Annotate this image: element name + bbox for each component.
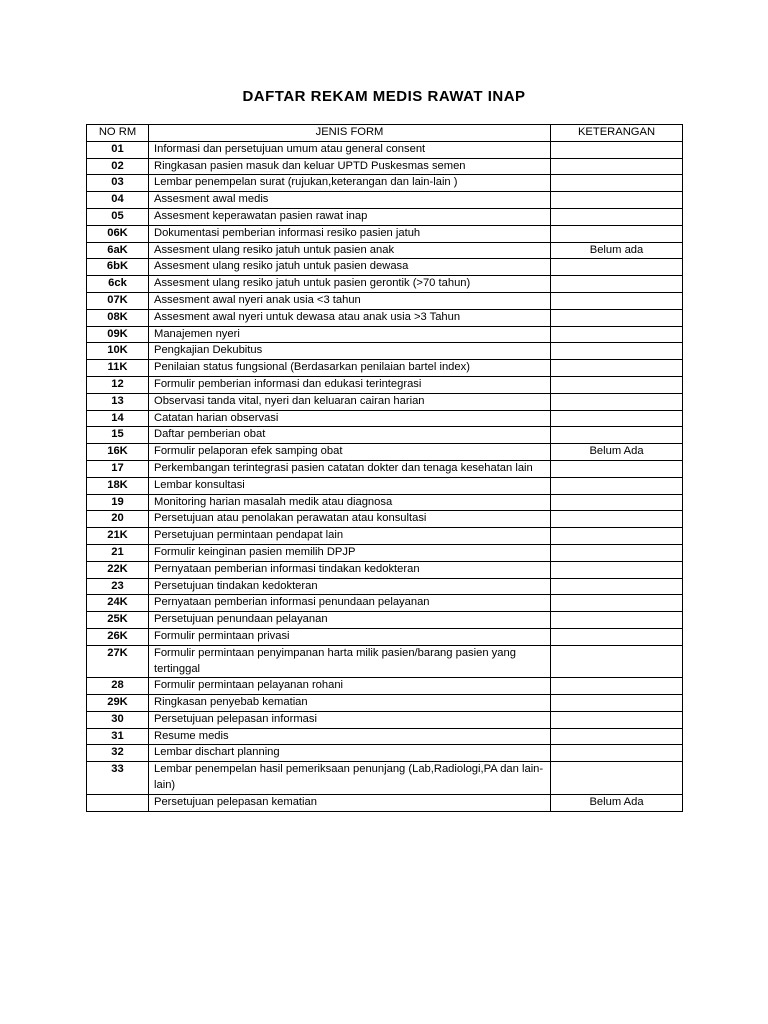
cell-keterangan — [551, 695, 683, 712]
table-row — [87, 208, 683, 225]
table-row — [87, 376, 683, 393]
cell-jenis-form: Assesment awal medis — [149, 192, 551, 209]
cell-jenis-form: Assesment ulang resiko jatuh untuk pasien gerontik (>70 tahun) — [149, 276, 551, 293]
cell-keterangan — [551, 728, 683, 745]
cell-no-rm: 28 — [87, 678, 149, 695]
cell-keterangan — [551, 645, 683, 678]
cell-jenis-form: Lembar penempelan hasil pemeriksaan penunjang (Lab,Radiologi,PA dan lain-lain) — [149, 762, 551, 795]
cell-no-rm: 22K — [87, 561, 149, 578]
cell-no-rm: 30 — [87, 711, 149, 728]
table-row — [87, 175, 683, 192]
cell-jenis-form: Persetujuan penundaan pelayanan — [149, 612, 551, 629]
cell-keterangan — [551, 276, 683, 293]
cell-jenis-form: Observasi tanda vital, nyeri dan keluaran cairan harian — [149, 393, 551, 410]
cell-no-rm: 6aK — [87, 242, 149, 259]
table-row — [87, 427, 683, 444]
cell-keterangan — [551, 393, 683, 410]
cell-jenis-form: Resume medis — [149, 728, 551, 745]
cell-keterangan: Belum ada — [551, 242, 683, 259]
cell-keterangan — [551, 259, 683, 276]
cell-keterangan — [551, 376, 683, 393]
cell-keterangan — [551, 544, 683, 561]
cell-no-rm — [87, 794, 149, 811]
cell-jenis-form: Formulir keinginan pasien memilih DPJP — [149, 544, 551, 561]
cell-keterangan — [551, 192, 683, 209]
cell-no-rm: 11K — [87, 360, 149, 377]
page-title: DAFTAR REKAM MEDIS RAWAT INAP — [242, 88, 526, 105]
cell-keterangan — [551, 711, 683, 728]
cell-jenis-form: Persetujuan pelepasan informasi — [149, 711, 551, 728]
cell-no-rm: 05 — [87, 208, 149, 225]
cell-jenis-form: Lembar penempelan surat (rujukan,keterangan dan lain-lain ) — [149, 175, 551, 192]
cell-jenis-form: Formulir pemberian informasi dan edukasi terintegrasi — [149, 376, 551, 393]
cell-no-rm: 07K — [87, 292, 149, 309]
cell-jenis-form: Pernyataan pemberian informasi penundaan pelayanan — [149, 595, 551, 612]
table-row — [87, 410, 683, 427]
cell-no-rm: 23 — [87, 578, 149, 595]
table-row — [87, 477, 683, 494]
cell-jenis-form: Manajemen nyeri — [149, 326, 551, 343]
cell-keterangan — [551, 175, 683, 192]
cell-jenis-form: Pengkajian Dekubitus — [149, 343, 551, 360]
table-row — [87, 578, 683, 595]
cell-keterangan — [551, 343, 683, 360]
cell-jenis-form: Persetujuan tindakan kedokteran — [149, 578, 551, 595]
table-row — [87, 678, 683, 695]
cell-keterangan — [551, 745, 683, 762]
cell-no-rm: 31 — [87, 728, 149, 745]
table-row — [87, 192, 683, 209]
cell-no-rm: 6bK — [87, 259, 149, 276]
cell-keterangan — [551, 477, 683, 494]
table-row — [87, 360, 683, 377]
cell-no-rm: 15 — [87, 427, 149, 444]
cell-keterangan — [551, 326, 683, 343]
cell-keterangan — [551, 595, 683, 612]
cell-no-rm: 14 — [87, 410, 149, 427]
cell-jenis-form: Dokumentasi pemberian informasi resiko pasien jatuh — [149, 225, 551, 242]
cell-no-rm: 17 — [87, 460, 149, 477]
cell-no-rm: 33 — [87, 762, 149, 795]
cell-jenis-form: Formulir permintaan pelayanan rohani — [149, 678, 551, 695]
cell-no-rm: 12 — [87, 376, 149, 393]
cell-keterangan — [551, 578, 683, 595]
table-row — [87, 309, 683, 326]
cell-no-rm: 26K — [87, 628, 149, 645]
cell-jenis-form: Ringkasan pasien masuk dan keluar UPTD Puskesmas semen — [149, 158, 551, 175]
cell-jenis-form: Pernyataan pemberian informasi tindakan kedokteran — [149, 561, 551, 578]
cell-jenis-form: Formulir permintaan penyimpanan harta milik pasien/barang pasien yang tertinggal — [149, 645, 551, 678]
cell-no-rm: 02 — [87, 158, 149, 175]
cell-keterangan — [551, 292, 683, 309]
cell-jenis-form: Persetujuan atau penolakan perawatan atau konsultasi — [149, 511, 551, 528]
table-row — [87, 561, 683, 578]
cell-jenis-form: Formulir pelaporan efek samping obat — [149, 444, 551, 461]
cell-jenis-form: Daftar pemberian obat — [149, 427, 551, 444]
cell-no-rm: 21 — [87, 544, 149, 561]
table-row — [87, 745, 683, 762]
table-row — [87, 728, 683, 745]
cell-keterangan — [551, 460, 683, 477]
cell-keterangan — [551, 141, 683, 158]
cell-keterangan — [551, 225, 683, 242]
cell-keterangan — [551, 494, 683, 511]
cell-no-rm: 19 — [87, 494, 149, 511]
cell-keterangan — [551, 511, 683, 528]
cell-keterangan — [551, 612, 683, 629]
cell-no-rm: 09K — [87, 326, 149, 343]
medical-records-table — [86, 124, 683, 812]
cell-keterangan: Belum Ada — [551, 794, 683, 811]
cell-no-rm: 04 — [87, 192, 149, 209]
cell-keterangan — [551, 678, 683, 695]
table-row — [87, 460, 683, 477]
table-row — [87, 494, 683, 511]
cell-keterangan — [551, 762, 683, 795]
cell-no-rm: 6ck — [87, 276, 149, 293]
cell-jenis-form: Monitoring harian masalah medik atau diagnosa — [149, 494, 551, 511]
table-row — [87, 544, 683, 561]
table-header-row — [87, 125, 683, 142]
table-row — [87, 276, 683, 293]
table-row — [87, 528, 683, 545]
cell-keterangan — [551, 309, 683, 326]
table-row — [87, 794, 683, 811]
table-row — [87, 292, 683, 309]
cell-jenis-form: Assesment awal nyeri anak usia <3 tahun — [149, 292, 551, 309]
cell-jenis-form: Lembar dischart planning — [149, 745, 551, 762]
table-row — [87, 158, 683, 175]
cell-keterangan — [551, 427, 683, 444]
cell-no-rm: 16K — [87, 444, 149, 461]
cell-no-rm: 21K — [87, 528, 149, 545]
cell-jenis-form: Assesment ulang resiko jatuh untuk pasien anak — [149, 242, 551, 259]
cell-no-rm: 27K — [87, 645, 149, 678]
table-row — [87, 695, 683, 712]
header-no-rm: NO RM — [87, 125, 149, 142]
cell-keterangan — [551, 158, 683, 175]
table-row — [87, 511, 683, 528]
table-row — [87, 645, 683, 678]
cell-keterangan — [551, 360, 683, 377]
cell-keterangan — [551, 561, 683, 578]
table-row — [87, 612, 683, 629]
cell-jenis-form: Assesment ulang resiko jatuh untuk pasien dewasa — [149, 259, 551, 276]
cell-no-rm: 13 — [87, 393, 149, 410]
cell-jenis-form: Formulir permintaan privasi — [149, 628, 551, 645]
header-jenis-form: JENIS FORM — [149, 125, 551, 142]
cell-jenis-form: Informasi dan persetujuan umum atau general consent — [149, 141, 551, 158]
cell-no-rm: 18K — [87, 477, 149, 494]
table-body — [87, 141, 683, 811]
cell-no-rm: 24K — [87, 595, 149, 612]
table-row — [87, 711, 683, 728]
cell-jenis-form: Lembar konsultasi — [149, 477, 551, 494]
cell-jenis-form: Catatan harian observasi — [149, 410, 551, 427]
table-row — [87, 242, 683, 259]
table-row — [87, 225, 683, 242]
cell-no-rm: 03 — [87, 175, 149, 192]
table-row — [87, 762, 683, 795]
table-row — [87, 444, 683, 461]
header-keterangan: KETERANGAN — [551, 125, 683, 142]
cell-jenis-form: Penilaian status fungsional (Berdasarkan penilaian bartel index) — [149, 360, 551, 377]
cell-keterangan — [551, 410, 683, 427]
cell-jenis-form: Ringkasan penyebab kematian — [149, 695, 551, 712]
cell-jenis-form: Persetujuan permintaan pendapat lain — [149, 528, 551, 545]
cell-no-rm: 10K — [87, 343, 149, 360]
cell-keterangan — [551, 208, 683, 225]
cell-keterangan — [551, 528, 683, 545]
table-row — [87, 326, 683, 343]
cell-keterangan: Belum Ada — [551, 444, 683, 461]
cell-no-rm: 06K — [87, 225, 149, 242]
table-row — [87, 628, 683, 645]
cell-no-rm: 20 — [87, 511, 149, 528]
cell-jenis-form: Persetujuan pelepasan kematian — [149, 794, 551, 811]
cell-jenis-form: Assesment keperawatan pasien rawat inap — [149, 208, 551, 225]
cell-no-rm: 25K — [87, 612, 149, 629]
cell-jenis-form: Assesment awal nyeri untuk dewasa atau anak usia >3 Tahun — [149, 309, 551, 326]
cell-no-rm: 08K — [87, 309, 149, 326]
table-row — [87, 259, 683, 276]
table-row — [87, 595, 683, 612]
cell-keterangan — [551, 628, 683, 645]
table-row — [87, 343, 683, 360]
cell-no-rm: 29K — [87, 695, 149, 712]
table-row — [87, 393, 683, 410]
cell-no-rm: 32 — [87, 745, 149, 762]
table-row — [87, 141, 683, 158]
cell-no-rm: 01 — [87, 141, 149, 158]
cell-jenis-form: Perkembangan terintegrasi pasien catatan dokter dan tenaga kesehatan lain — [149, 460, 551, 477]
